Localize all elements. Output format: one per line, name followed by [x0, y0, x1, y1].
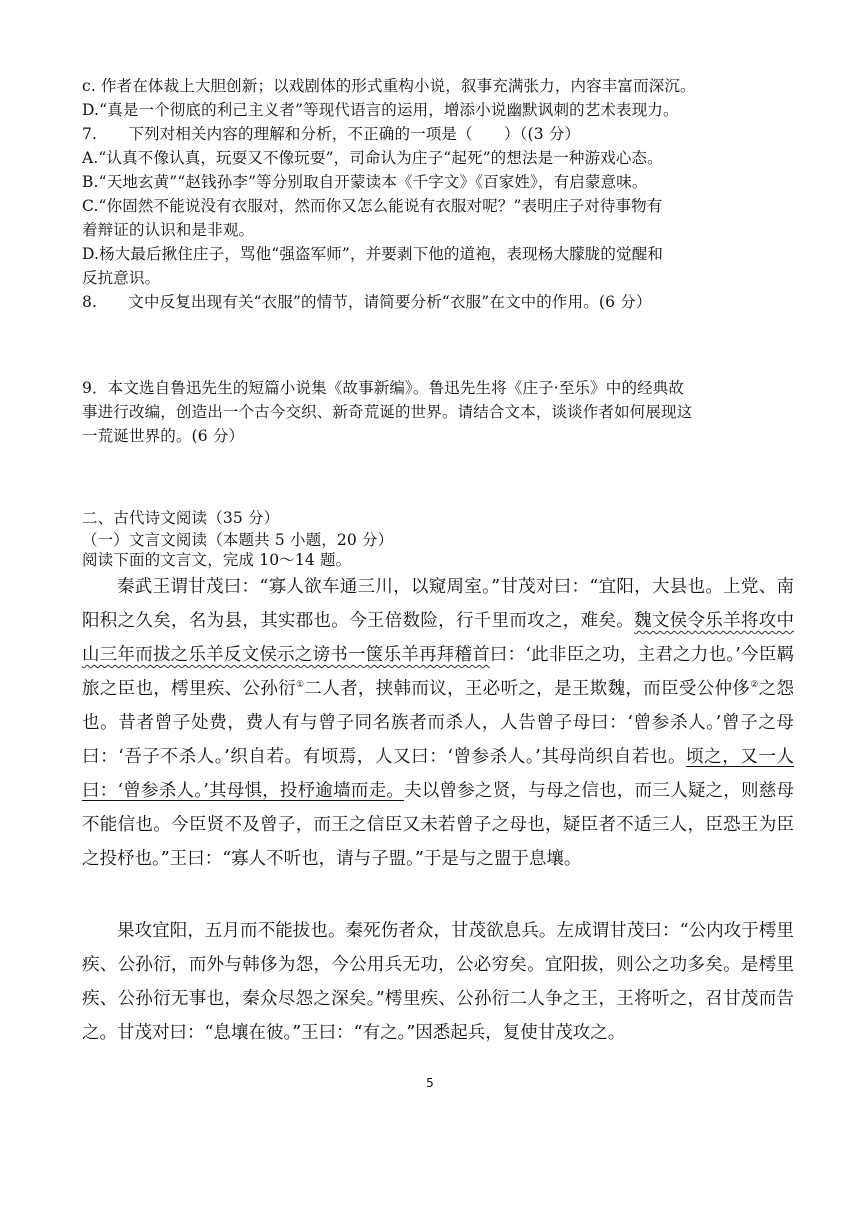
question-9-line2: 事进行改编，创造出一个古今交织、新奇荒诞的世界。请结合文本，谈谈作者如何展现这 — [82, 403, 693, 421]
question-9-line1: 9．本文选自鲁迅先生的短篇小说集《故事新编》。鲁迅先生将《庄子·至乐》中的经典故 — [82, 379, 685, 397]
section-title: 二、古代诗文阅读（35 分） — [82, 509, 280, 527]
passage-text: 之怨也。昔者曾子处费，费人有与曾子同名族者而杀人，人告曾子母曰：‘曾参杀人。’曾子之母曰：‘吾子不杀人。’织自若。有顷焉，人又曰：‘曾参杀人。’其母尚织自若也。 — [82, 679, 795, 767]
passage-text: 夫以曾参之贤，与母之信也，而三人疑之，则慈母不能信也。今臣贤不及曾子，而王之信臣又未若曾子之母也，疑臣者不适三人，臣恐王为臣之投杼也。”王曰：“寡人不听也，请与子盟。”于是与之盟于息壤。 — [82, 781, 795, 869]
wavy-underlined-sentence: 魏文侯令乐羊将攻中山三年而拔之乐羊反文侯示之谤书一箧乐羊再拜稽首 — [82, 611, 795, 665]
question-7-option-a: A.“认真不像认真，玩耍又不像玩耍”，司命认为庄子“起死”的想法是一种游戏心态。 — [82, 149, 663, 167]
passage-text: 秦武王谓甘茂曰：“寡人欲车通三川，以窥周室。”甘茂对曰：“宜阳，大县也。上党、南阳积之久矣，名为县，其实郡也。今王倍数险，行千里而攻之，难矣。 — [82, 577, 794, 631]
question-9-line3: 一荒诞世界的。(6 分） — [82, 427, 245, 445]
passage-paragraph-1 — [82, 570, 794, 876]
question-7-option-d-line1: D.杨大最后揪住庄子，骂他“强盗军师”，并要剥下他的道袍，表现杨大朦胧的觉醒和 — [82, 245, 664, 263]
footnote-marker-2: ② — [750, 680, 759, 691]
underlined-sentence: 顷之，又一人曰：‘曾参杀人。’其母惧，投杼逾墙而走。 — [82, 747, 795, 801]
option-d-line: D.“真是一个彻底的利己主义者”等现代语言的运用，增添小说幽默讽刺的艺术表现力。 — [82, 101, 679, 119]
question-7-option-d-line2: 反抗意识。 — [82, 269, 161, 287]
passage-text: 曰：‘此非臣之功，主君之力也。’今臣羁旅之臣也，樗里疾、公孙衍 — [82, 645, 795, 699]
footnote-marker-1: ① — [296, 680, 305, 691]
subsection-title: （一）文言文阅读（本题共 5 小题，20 分） — [82, 531, 394, 549]
reading-instruction: 阅读下面的文言文，完成 10～14 题。 — [82, 551, 352, 569]
question-7-option-b: B.“天地玄黄”“赵钱孙李”等分别取自开蒙读本《千字文》《百家姓》，有启蒙意味。 — [82, 173, 648, 191]
passage-paragraph-2: 果攻宜阳，五月而不能拔也。秦死伤者众，甘茂欲息兵。左成谓甘茂曰：“公内攻于樗里疾、公孙衍，而外与韩侈为怨，今公用兵无功，公必穷矣。宜阳拔，则公之功多矣。是樗里疾、公孙衍无事也，秦众尽怨之深矣。”樗里疾、公孙衍二人争之王，王将听之，召甘茂而告之。甘茂对曰：“息壤在彼。”王曰：“有之。”因悉起兵，复使甘茂攻之。 — [82, 921, 794, 1043]
page-number: 5 — [426, 1076, 434, 1090]
question-7-option-c-line2: 着辩证的认识和是非观。 — [82, 221, 255, 239]
option-c-line: c. 作者在体裁上大胆创新；以戏剧体的形式重构小说，叙事充满张力，内容丰富而深沉。 — [82, 77, 696, 95]
question-7-title: 7. 下列对相关内容的理解和分析，不正确的一项是（ ）（(3 分） — [82, 125, 581, 143]
question-7-option-c-line1: C.“你固然不能说没有衣服对，然而你又怎么能说有衣服对呢？”表明庄子对待事物有 — [82, 197, 663, 215]
passage-text: 二人者，挟韩而议，王必听之，是王欺魏，而臣受公仲侈 — [304, 679, 751, 699]
question-8: 8. 文中反复出现有关“衣服”的情节，请简要分析“衣服”在文中的作用。(6 分） — [82, 293, 652, 311]
